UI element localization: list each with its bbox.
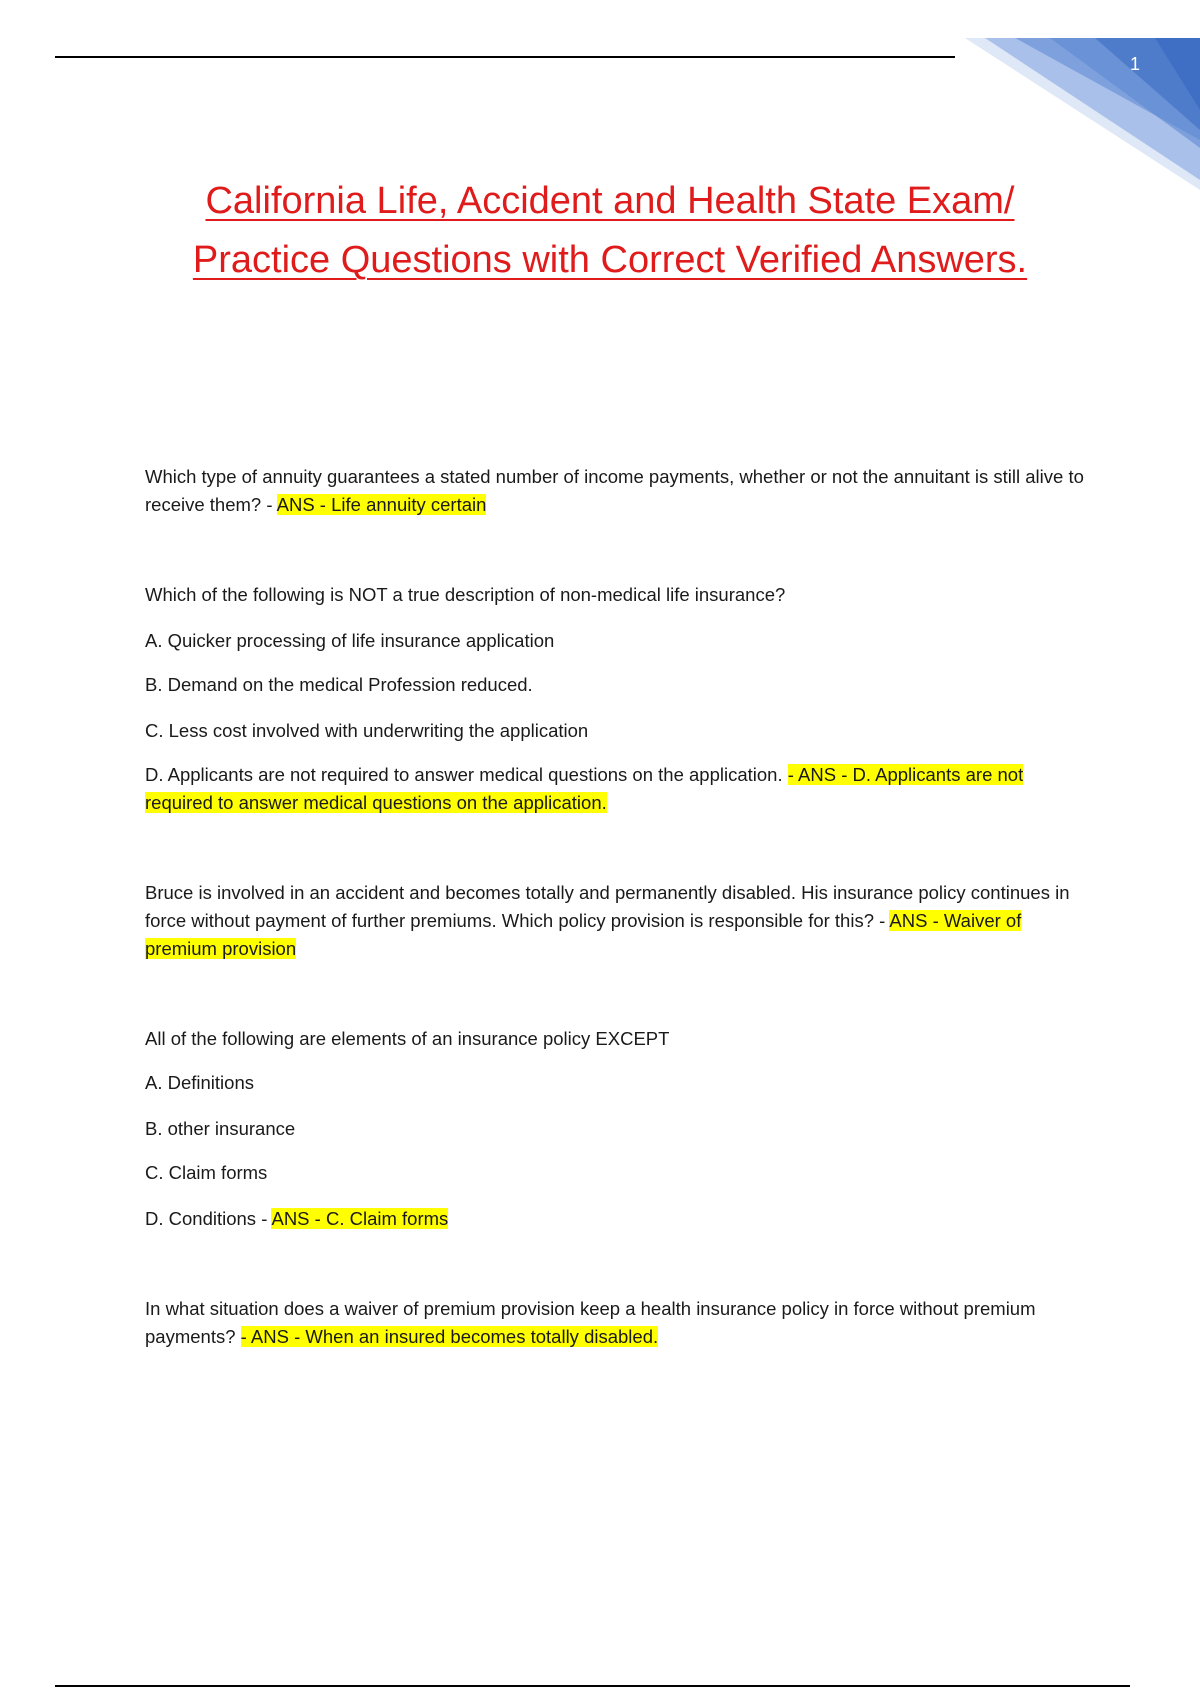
question-3-answer: ANS - Waiver of premium provision: [145, 910, 1022, 959]
question-4-option-d-text: D. Conditions -: [145, 1208, 272, 1229]
page-number: 1: [1129, 54, 1140, 74]
question-1-answer: ANS - Life annuity certain: [276, 494, 487, 515]
document-title: [60, 172, 1160, 290]
question-2: [145, 581, 1085, 817]
question-5-text: [145, 1295, 1085, 1351]
question-2-option-d-text: D. Applicants are not required to answer medical questions on the application.: [145, 764, 788, 785]
qa-content: [145, 463, 1085, 1351]
question-3-prompt: Bruce is involved in an accident and becomes totally and permanently disabled. His insurance policy continues in force without payment of further premiums. Which policy provision is responsible for this? -: [145, 882, 1070, 931]
question-4-option-b: B. other insurance: [145, 1118, 296, 1139]
question-5-prompt: In what situation does a waiver of premium provision keep a health insurance policy in force without premium payments?: [145, 1298, 1036, 1347]
question-5: [145, 1295, 1085, 1351]
footer-rule: [55, 1685, 1130, 1687]
question-4-option-d: [145, 1205, 1085, 1233]
question-5-answer: - ANS - When an insured becomes totally disabled.: [240, 1326, 659, 1347]
question-4-answer: ANS - C. Claim forms: [271, 1208, 449, 1229]
question-4-prompt: All of the following are elements of an insurance policy EXCEPT: [145, 1028, 670, 1049]
question-3: [145, 879, 1085, 963]
header-rule: [55, 56, 955, 58]
question-2-option-a: A. Quicker processing of life insurance application: [145, 630, 555, 651]
question-2-option-b: B. Demand on the medical Profession reduced.: [145, 674, 533, 695]
title-line-1: California Life, Accident and Health State Exam/: [205, 180, 1015, 222]
question-2-option-c: C. Less cost involved with underwriting the application: [145, 720, 589, 741]
question-3-text: [145, 879, 1085, 963]
question-1: [145, 463, 1085, 519]
question-1-text: [145, 463, 1085, 519]
question-4: [145, 1025, 1085, 1233]
question-2-answer: - ANS - D. Applicants are not required to answer medical questions on the application.: [145, 764, 1024, 813]
question-2-prompt: Which of the following is NOT a true description of non-medical life insurance?: [145, 584, 786, 605]
question-4-option-c: C. Claim forms: [145, 1162, 268, 1183]
title-line-2: Practice Questions with Correct Verified Answers.: [192, 239, 1028, 281]
question-4-option-a: A. Definitions: [145, 1072, 254, 1093]
question-2-option-d: [145, 761, 1085, 817]
question-1-prompt: Which type of annuity guarantees a stated number of income payments, whether or not the annuitant is still alive to receive them? -: [145, 466, 1084, 515]
